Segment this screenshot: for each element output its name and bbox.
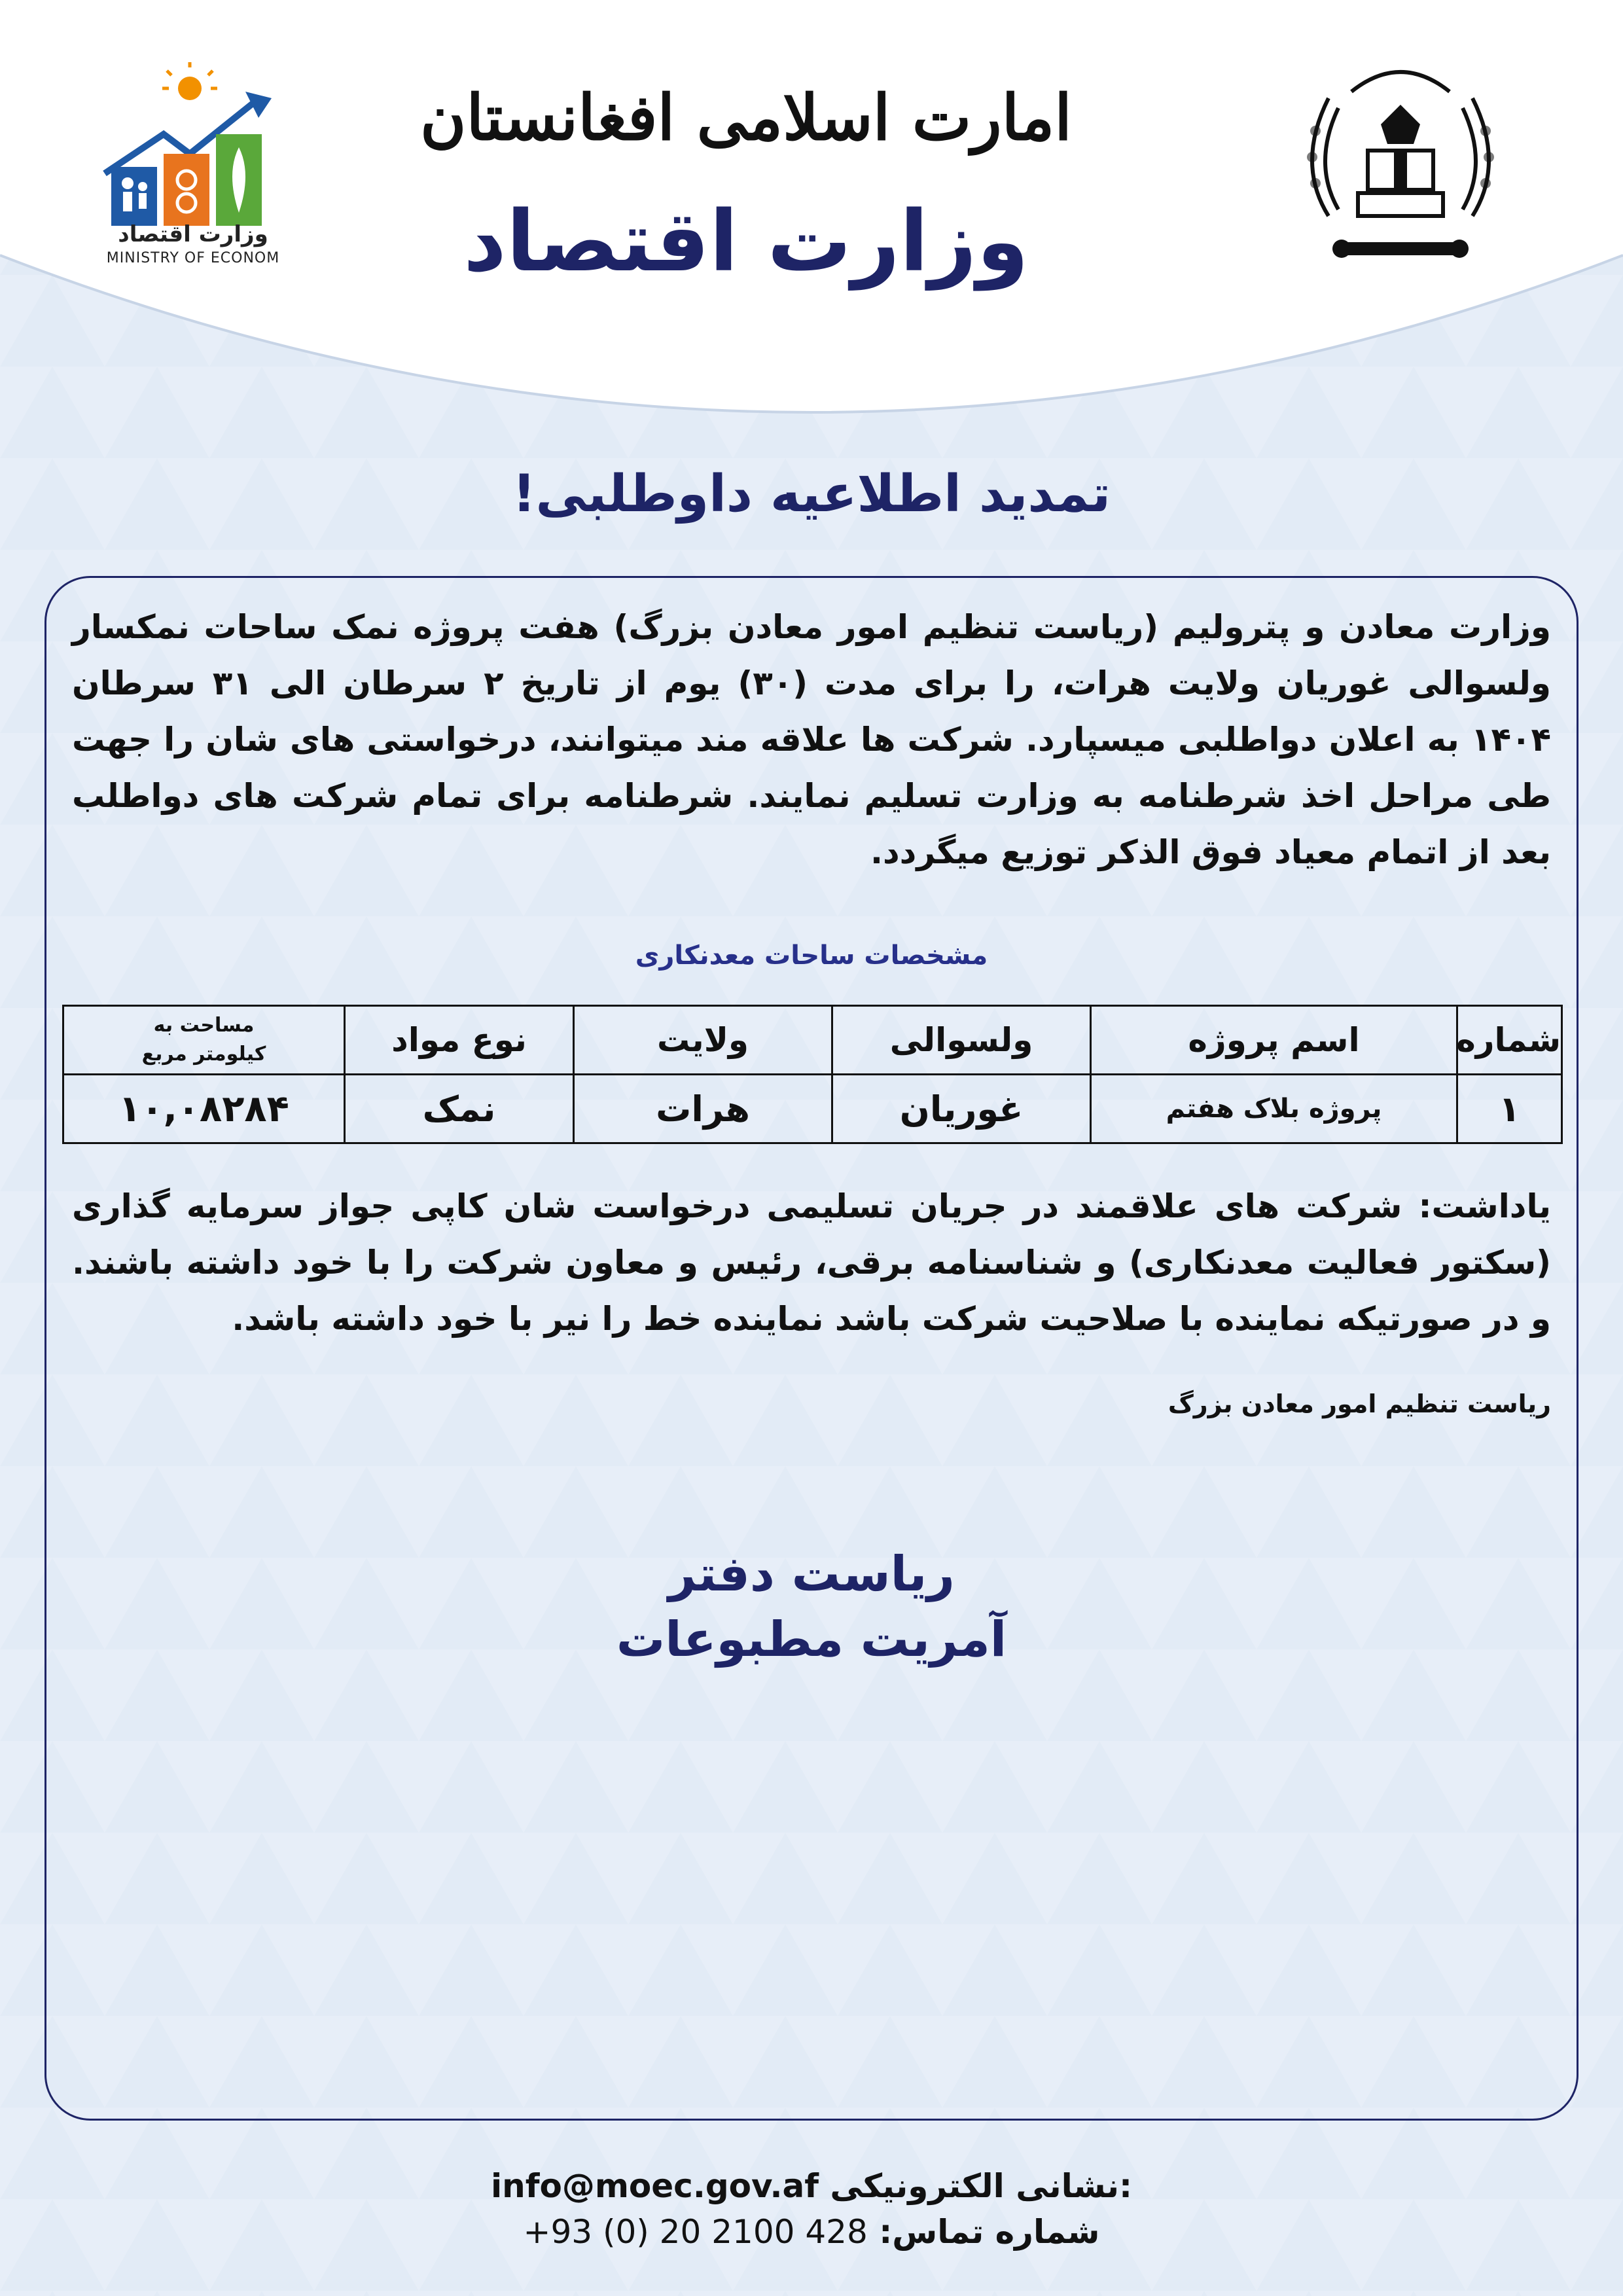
header-area bbox=[63, 1006, 345, 1075]
phone-number: +93 (0) 20 2100 428 bbox=[523, 2213, 868, 2251]
notice-title: تمدید اطلاعیه داوطلبی! bbox=[512, 465, 1111, 524]
logo-text-en: MINISTRY OF ECONOM bbox=[106, 250, 280, 266]
header-area-line1: مساحت به bbox=[153, 1014, 255, 1037]
email-link[interactable]: info@moec.gov.af bbox=[490, 2167, 819, 2205]
emirate-title: امارت اسلامی افغانستان bbox=[420, 81, 1072, 154]
email-label: :نشانی الکترونیکی bbox=[830, 2167, 1133, 2205]
header-area-line2: کیلومتر مربع bbox=[141, 1043, 266, 1066]
cell-material: نمک bbox=[345, 1075, 574, 1143]
header-province: ولایت bbox=[574, 1006, 832, 1075]
cell-number: ۱ bbox=[1457, 1075, 1562, 1143]
table-caption: مشخصات ساحات معدنکاری bbox=[635, 941, 988, 971]
table-row bbox=[63, 1075, 1562, 1143]
email-line bbox=[419, 2163, 1204, 2209]
cell-province: هرات bbox=[574, 1075, 832, 1143]
notice-paragraph: وزارت معادن و پترولیم (ریاست تنظیم امور معادن بزرگ) هفت پروژه نمک ساحات نمکسار ولسوالی غوریان ولایت هرات، را برای مدت (۳۰) یوم از تاریخ ۲ سرطان الی ۳۱ سرطان ۱۴۰۴ به اعلان دواطلبی میسپارد. شرکت ها علاقه مند میتوانند، درخواستی های شان را جهت طی مراحل اخذ شرطنامه به وزارت تسلیم نمایند. شرطنامه برای تمام شرکت های دواطلب بعد از اتمام معیاد فوق الذکر توزیع میگردد. bbox=[72, 608, 1551, 871]
note-paragraph: یاداشت: شرکت های علاقمند در جریان تسلیمی درخواست شان کاپی جواز سرمایه گذاری (سکتور فعالیت معدنکاری) و شناسنامه برقی، رئیس و معاون شرکت را با خود داشته باشند. و در صورتیکه نماینده با صلاحیت شرکت باشد نماینده خط را نیر با خود داشته باشد. bbox=[72, 1187, 1551, 1338]
office-line2: آمریت مطبوعات bbox=[616, 1611, 1007, 1668]
header-project: اسم پروژه bbox=[1091, 1006, 1457, 1075]
cell-district: غوریان bbox=[832, 1075, 1091, 1143]
cell-project: پروژه بلاک هفتم bbox=[1091, 1075, 1457, 1143]
table-header-row bbox=[63, 1006, 1562, 1075]
ministry-title: وزارت اقتصاد bbox=[463, 193, 1029, 291]
header-number: شماره bbox=[1457, 1006, 1562, 1075]
cell-area: ۱۰,۰۸۲۸۴ bbox=[63, 1075, 345, 1143]
mining-sites-table bbox=[62, 1005, 1563, 1144]
office-line1: ریاست دفتر bbox=[668, 1546, 955, 1602]
header-material: نوع مواد bbox=[345, 1006, 574, 1075]
phone-line bbox=[419, 2209, 1204, 2255]
phone-label: شماره تماس: bbox=[879, 2213, 1100, 2251]
logo-text-fa: وزارت اقتصاد bbox=[118, 221, 268, 247]
islamic-emirate-emblem-icon bbox=[1289, 52, 1512, 281]
header-district: ولسوالی bbox=[832, 1006, 1091, 1075]
directorate-signature: ریاست تنظیم امور معادن بزرگ bbox=[1168, 1390, 1551, 1418]
